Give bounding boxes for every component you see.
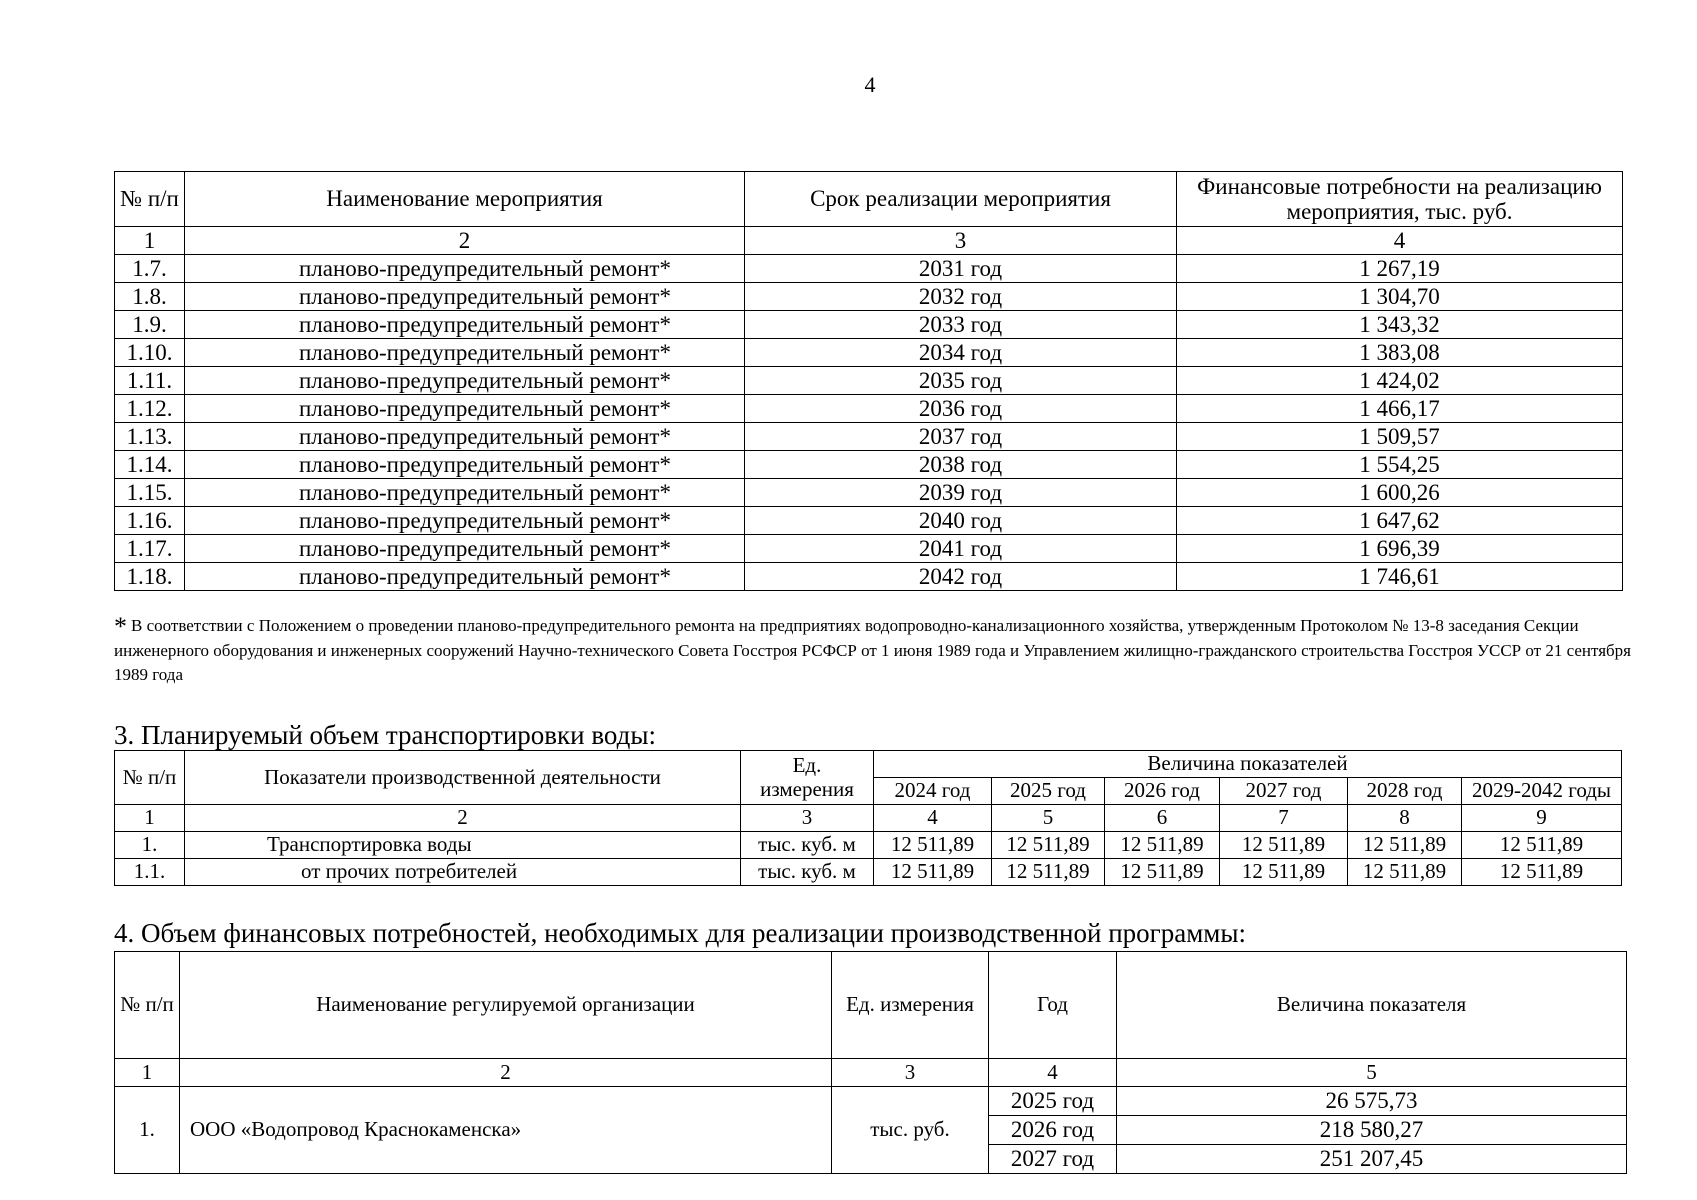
row-unit: тыс. куб. м <box>741 832 874 859</box>
section-4-title: 4. Объем финансовых потребностей, необходимых для реализации производственной программы: <box>114 918 1247 948</box>
water-transport-table <box>114 750 1622 886</box>
table-row <box>115 479 1623 507</box>
row-name: планово-предупредительный ремонт* <box>185 507 745 535</box>
finance-needs-table <box>114 951 1627 1174</box>
table-row <box>115 859 1622 886</box>
index-cell: 3 <box>741 805 874 832</box>
section-3-title: 3. Планируемый объем транспортировки воды: <box>114 720 657 750</box>
header-num: № п/п <box>115 751 185 805</box>
header-indicator: Показатели производственной деятельности <box>185 751 741 805</box>
row-value: 12 511,89 <box>1220 859 1348 886</box>
row-value: 1 424,02 <box>1177 367 1623 395</box>
row-value: 1 267,19 <box>1177 255 1623 283</box>
row-org: ООО «Водопровод Краснокаменска» <box>180 1087 832 1174</box>
row-term: 2036 год <box>745 395 1177 423</box>
index-cell: 9 <box>1462 805 1622 832</box>
column-index-row <box>115 227 1623 255</box>
header-unit: Ед. измерения <box>741 751 874 805</box>
row-value: 12 511,89 <box>992 832 1105 859</box>
row-term: 2039 год <box>745 479 1177 507</box>
header-year: 2024 год <box>874 778 992 805</box>
footnote-text: В соответствии с Положением о проведении планово-предупредительного ремонта на предприятиях водопроводно-канализационного хозяйства, утвержденным Протоколом № 13-8 заседания Секции инженерного оборудования и инженерных сооружений Научно-технического Совета Госстроя РСФСР от 1 июня 1989 года и Управлением жилищно-гражданского строительства Госстроя УССР от 21 сентября 1989 года <box>114 616 1631 684</box>
table-row <box>115 507 1623 535</box>
measures-table-body <box>115 255 1623 591</box>
row-value: 12 511,89 <box>1348 859 1462 886</box>
row-num: 1.12. <box>115 395 185 423</box>
column-index-row <box>115 805 1622 832</box>
row-num: 1. <box>115 1087 180 1174</box>
row-num: 1.17. <box>115 535 185 563</box>
row-value: 1 304,70 <box>1177 283 1623 311</box>
header-term: Срок реализации мероприятия <box>745 172 1177 227</box>
table-header-row <box>115 952 1627 1059</box>
row-num: 1.10. <box>115 339 185 367</box>
row-name: планово-предупредительный ремонт* <box>185 367 745 395</box>
index-cell: 3 <box>832 1059 989 1087</box>
row-name: планово-предупредительный ремонт* <box>185 311 745 339</box>
row-num: 1.16. <box>115 507 185 535</box>
header-year: 2025 год <box>992 778 1105 805</box>
row-name: планово-предупредительный ремонт* <box>185 395 745 423</box>
row-value: 12 511,89 <box>1462 859 1622 886</box>
index-cell: 6 <box>1105 805 1220 832</box>
row-year: 2027 год <box>989 1145 1117 1174</box>
index-cell: 1 <box>115 227 185 255</box>
row-value: 1 343,32 <box>1177 311 1623 339</box>
header-values-group: Величина показателей <box>874 751 1622 778</box>
table-row <box>115 535 1623 563</box>
row-num: 1.1. <box>115 859 185 886</box>
row-term: 2041 год <box>745 535 1177 563</box>
table-header-row <box>115 172 1623 227</box>
row-name: планово-предупредительный ремонт* <box>185 479 745 507</box>
row-num: 1.7. <box>115 255 185 283</box>
column-index-row <box>115 1059 1627 1087</box>
measures-table <box>114 171 1623 591</box>
index-cell: 4 <box>989 1059 1117 1087</box>
index-cell: 1 <box>115 1059 180 1087</box>
header-year: 2027 год <box>1220 778 1348 805</box>
row-value: 12 511,89 <box>1462 832 1622 859</box>
row-year: 2025 год <box>989 1087 1117 1116</box>
row-value: 1 509,57 <box>1177 423 1623 451</box>
table-row <box>115 367 1623 395</box>
row-term: 2040 год <box>745 507 1177 535</box>
table-row <box>115 311 1623 339</box>
row-term: 2031 год <box>745 255 1177 283</box>
header-num: № п/п <box>115 952 180 1059</box>
row-term: 2032 год <box>745 283 1177 311</box>
header-year: 2028 год <box>1348 778 1462 805</box>
row-value: 12 511,89 <box>1105 859 1220 886</box>
row-term: 2035 год <box>745 367 1177 395</box>
row-num: 1.14. <box>115 451 185 479</box>
table-row <box>115 1087 1627 1116</box>
header-year: Год <box>989 952 1117 1059</box>
row-value: 12 511,89 <box>1348 832 1462 859</box>
row-num: 1.13. <box>115 423 185 451</box>
row-name: от прочих потребителей <box>185 859 741 886</box>
row-value: 251 207,45 <box>1117 1145 1627 1174</box>
row-unit: тыс. куб. м <box>741 859 874 886</box>
index-cell: 3 <box>745 227 1177 255</box>
row-term: 2033 год <box>745 311 1177 339</box>
row-name: планово-предупредительный ремонт* <box>185 563 745 591</box>
index-cell: 5 <box>1117 1059 1627 1087</box>
header-unit: Ед. измерения <box>832 952 989 1059</box>
row-num: 1.8. <box>115 283 185 311</box>
row-value: 12 511,89 <box>874 832 992 859</box>
row-year: 2026 год <box>989 1116 1117 1145</box>
index-cell: 4 <box>1177 227 1623 255</box>
row-value: 1 647,62 <box>1177 507 1623 535</box>
row-term: 2034 год <box>745 339 1177 367</box>
row-num: 1.11. <box>115 367 185 395</box>
row-term: 2042 год <box>745 563 1177 591</box>
row-num: 1.18. <box>115 563 185 591</box>
header-finance: Финансовые потребности на реализацию мероприятия, тыс. руб. <box>1177 172 1623 227</box>
row-value: 12 511,89 <box>1220 832 1348 859</box>
index-cell: 2 <box>185 805 741 832</box>
table-row <box>115 423 1623 451</box>
row-value: 12 511,89 <box>874 859 992 886</box>
row-name: Транспортировка воды <box>185 832 741 859</box>
row-value: 12 511,89 <box>1105 832 1220 859</box>
row-name: планово-предупредительный ремонт* <box>185 535 745 563</box>
table-row <box>115 255 1623 283</box>
row-name: планово-предупредительный ремонт* <box>185 451 745 479</box>
row-value: 1 554,25 <box>1177 451 1623 479</box>
table-row <box>115 395 1623 423</box>
row-unit: тыс. руб. <box>832 1087 989 1174</box>
row-value: 1 466,17 <box>1177 395 1623 423</box>
row-value: 26 575,73 <box>1117 1087 1627 1116</box>
index-cell: 2 <box>185 227 745 255</box>
row-num: 1.15. <box>115 479 185 507</box>
index-cell: 1 <box>115 805 185 832</box>
header-year: 2026 год <box>1105 778 1220 805</box>
index-cell: 4 <box>874 805 992 832</box>
table-row <box>115 832 1622 859</box>
header-name: Наименование мероприятия <box>185 172 745 227</box>
row-name: планово-предупредительный ремонт* <box>185 255 745 283</box>
row-value: 1 696,39 <box>1177 535 1623 563</box>
header-org: Наименование регулируемой организации <box>180 952 832 1059</box>
row-name: планово-предупредительный ремонт* <box>185 423 745 451</box>
row-value: 218 580,27 <box>1117 1116 1627 1145</box>
row-num: 1.9. <box>115 311 185 339</box>
row-name: планово-предупредительный ремонт* <box>185 283 745 311</box>
footnote <box>114 614 1644 687</box>
row-value: 1 600,26 <box>1177 479 1623 507</box>
index-cell: 5 <box>992 805 1105 832</box>
row-num: 1. <box>115 832 185 859</box>
table-row <box>115 451 1623 479</box>
index-cell: 7 <box>1220 805 1348 832</box>
header-year: 2029-2042 годы <box>1462 778 1622 805</box>
row-name: планово-предупредительный ремонт* <box>185 339 745 367</box>
index-cell: 8 <box>1348 805 1462 832</box>
row-value: 1 383,08 <box>1177 339 1623 367</box>
row-value: 1 746,61 <box>1177 563 1623 591</box>
index-cell: 2 <box>180 1059 832 1087</box>
header-num: № п/п <box>115 172 185 227</box>
row-term: 2038 год <box>745 451 1177 479</box>
row-value: 12 511,89 <box>992 859 1105 886</box>
table-header-row <box>115 751 1622 778</box>
row-term: 2037 год <box>745 423 1177 451</box>
table-row <box>115 563 1623 591</box>
footnote-star: * <box>114 612 127 641</box>
table-row <box>115 339 1623 367</box>
table-row <box>115 283 1623 311</box>
page-number: 4 <box>864 72 876 97</box>
header-value: Величина показателя <box>1117 952 1627 1059</box>
